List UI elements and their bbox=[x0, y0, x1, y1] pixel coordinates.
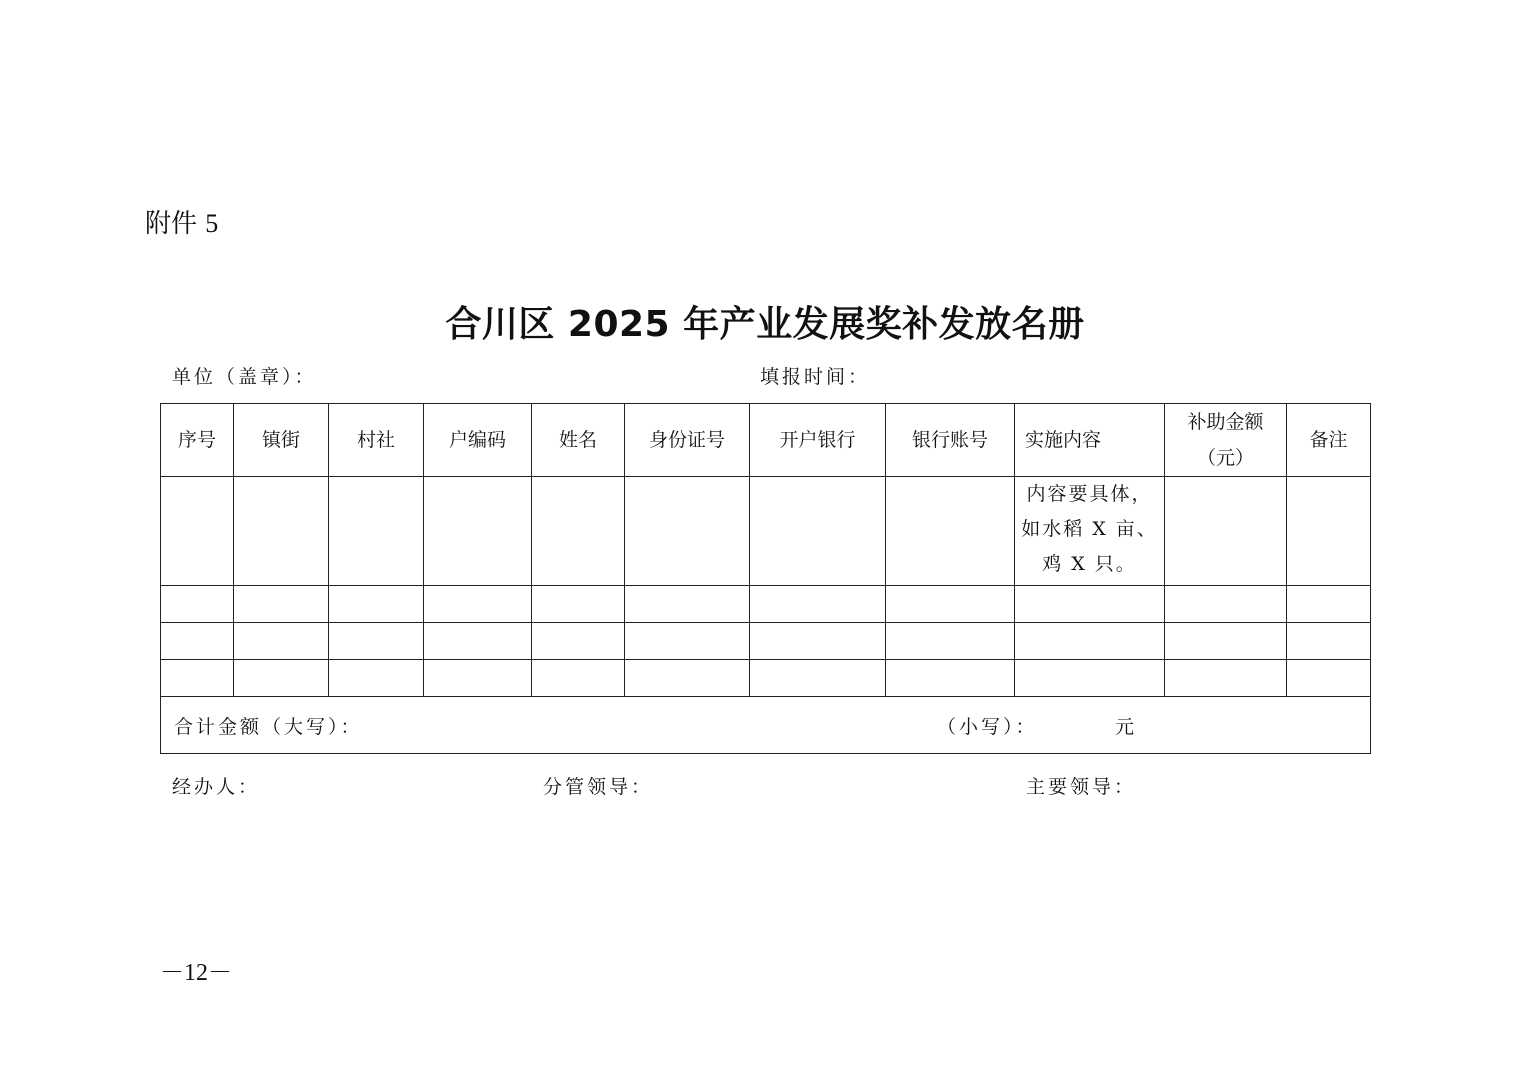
page-number: －12－ bbox=[160, 960, 232, 986]
table-cell[interactable] bbox=[161, 623, 234, 660]
header-account: 银行账号 bbox=[886, 404, 1015, 477]
table-cell[interactable] bbox=[750, 586, 886, 623]
table-cell[interactable] bbox=[625, 586, 750, 623]
table-cell[interactable] bbox=[1287, 660, 1371, 697]
table-cell[interactable] bbox=[234, 660, 329, 697]
page-title: 合川区 2025 年产业发展奖补发放名册 bbox=[445, 304, 1085, 345]
supervisor-label: 分管领导： bbox=[543, 776, 654, 798]
note-line: 内容要具体， bbox=[1026, 483, 1153, 505]
header-content: 实施内容 bbox=[1015, 404, 1165, 477]
table-cell[interactable] bbox=[532, 477, 625, 586]
table-cell[interactable] bbox=[750, 477, 886, 586]
table-cell[interactable] bbox=[750, 623, 886, 660]
total-small-label: （小写）： bbox=[937, 716, 1038, 738]
attachment-text: 附件 bbox=[145, 209, 198, 239]
header-remark: 备注 bbox=[1287, 404, 1371, 477]
total-yuan-label: 元 bbox=[1115, 716, 1138, 738]
table-cell[interactable] bbox=[886, 623, 1015, 660]
table-cell[interactable] bbox=[886, 660, 1015, 697]
table-cell[interactable] bbox=[424, 586, 532, 623]
total-cell[interactable] bbox=[161, 697, 1371, 754]
header-household-code: 户编码 bbox=[424, 404, 532, 477]
table-cell[interactable] bbox=[329, 623, 424, 660]
table-cell[interactable] bbox=[750, 660, 886, 697]
roster-table bbox=[160, 403, 1371, 754]
table-row bbox=[161, 477, 1371, 586]
note-line: 如水稻 X 亩、 bbox=[1021, 518, 1158, 540]
header-town: 镇街 bbox=[234, 404, 329, 477]
fill-time-label: 填报时间： bbox=[760, 366, 871, 388]
total-amount-label: 合计金额（大写）： bbox=[174, 716, 363, 738]
table-cell[interactable] bbox=[1165, 586, 1287, 623]
table-cell[interactable] bbox=[1165, 660, 1287, 697]
table-cell[interactable] bbox=[1287, 477, 1371, 586]
table-cell[interactable] bbox=[329, 660, 424, 697]
header-index: 序号 bbox=[161, 404, 234, 477]
table-cell[interactable] bbox=[161, 660, 234, 697]
header-id-number: 身份证号 bbox=[625, 404, 750, 477]
table-cell[interactable] bbox=[625, 623, 750, 660]
table-cell[interactable] bbox=[532, 623, 625, 660]
total-row bbox=[161, 697, 1371, 754]
table-row bbox=[161, 660, 1371, 697]
principal-label: 主要领导： bbox=[1026, 776, 1137, 798]
table-cell[interactable] bbox=[532, 660, 625, 697]
table-cell[interactable] bbox=[424, 660, 532, 697]
header-amount-label: 补助金额 bbox=[1187, 411, 1264, 433]
table-cell[interactable] bbox=[1015, 623, 1165, 660]
table-cell[interactable] bbox=[234, 623, 329, 660]
table-cell[interactable] bbox=[625, 477, 750, 586]
table-cell[interactable] bbox=[1287, 586, 1371, 623]
header-village: 村社 bbox=[329, 404, 424, 477]
header-amount bbox=[1165, 404, 1287, 477]
table-cell[interactable] bbox=[329, 477, 424, 586]
header-bank: 开户银行 bbox=[750, 404, 886, 477]
table-row bbox=[161, 586, 1371, 623]
table-cell[interactable] bbox=[161, 586, 234, 623]
table-row bbox=[161, 623, 1371, 660]
table-cell[interactable] bbox=[424, 623, 532, 660]
table-cell[interactable] bbox=[329, 586, 424, 623]
content-note-cell[interactable] bbox=[1015, 477, 1165, 586]
table-cell[interactable] bbox=[161, 477, 234, 586]
table-cell[interactable] bbox=[1287, 623, 1371, 660]
table-cell[interactable] bbox=[1015, 586, 1165, 623]
attachment-label bbox=[145, 203, 218, 240]
header-name: 姓名 bbox=[532, 404, 625, 477]
table-cell[interactable] bbox=[1165, 623, 1287, 660]
attachment-number: 5 bbox=[205, 209, 219, 238]
handler-label: 经办人： bbox=[172, 776, 261, 798]
note-line: 鸡 X 只。 bbox=[1042, 553, 1137, 575]
table-cell[interactable] bbox=[1165, 477, 1287, 586]
table-cell[interactable] bbox=[532, 586, 625, 623]
header-amount-unit: （元） bbox=[1196, 447, 1254, 469]
table-cell[interactable] bbox=[886, 477, 1015, 586]
table-cell[interactable] bbox=[234, 477, 329, 586]
table-cell[interactable] bbox=[1015, 660, 1165, 697]
unit-label: 单位（盖章）： bbox=[172, 366, 317, 388]
header-row bbox=[161, 404, 1371, 477]
table-cell[interactable] bbox=[625, 660, 750, 697]
table-cell[interactable] bbox=[424, 477, 532, 586]
table-cell[interactable] bbox=[886, 586, 1015, 623]
table-cell[interactable] bbox=[234, 586, 329, 623]
